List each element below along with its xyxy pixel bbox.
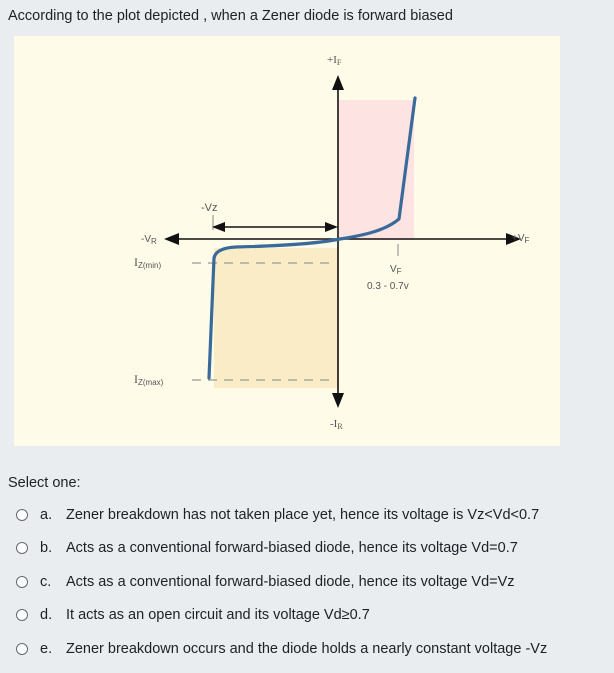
option-e[interactable] [16,632,547,666]
option-text: Zener breakdown occurs and the diode holds a nearly constant voltage -Vz [66,640,548,657]
option-letter: b. [40,540,53,557]
reverse-region [214,248,338,388]
y-axis-arrow-down [332,393,344,408]
plus-if-label: +IF [327,54,342,67]
select-one-prompt: Select one: [8,475,81,491]
plus-vf-label: $+V_F$ [512,233,530,245]
minus-vr-label: $-V_R$ [141,234,157,246]
zener-iv-figure [14,36,560,446]
radio-e[interactable] [16,643,28,655]
answer-options [16,498,547,666]
option-letter: c. [40,573,52,590]
option-text: Acts as a conventional forward-biased diode, hence its voltage Vd=0.7 [66,540,518,557]
forward-region [339,100,414,240]
option-text: Zener breakdown has not taken place yet, hence its voltage is Vz<Vd<0.7 [66,506,540,523]
radio-d[interactable] [16,609,28,621]
x-axis-arrow-left [164,233,179,245]
radio-b[interactable] [16,542,28,554]
vz-arrow-left [212,222,225,232]
vf-label: $V_F$ [390,264,402,276]
radio-a[interactable] [16,509,28,521]
minus-ir-label: -IR [330,418,343,431]
option-letter: a. [40,506,53,523]
minus-vz-label: -Vz [201,202,218,214]
zener-iv-plot [14,36,560,446]
option-text: It acts as an open circuit and its voltage Vd≥0.7 [66,607,370,624]
iz-min-label: IZ(min) [134,255,162,270]
vf-range-label: 0.3 - 0.7v [367,281,409,292]
option-a[interactable] [16,498,547,532]
option-letter: d. [40,607,53,624]
option-d[interactable] [16,599,547,633]
option-c[interactable] [16,565,547,599]
radio-c[interactable] [16,576,28,588]
vz-arrow-right [325,222,338,232]
iz-max-label: IZ(max) [134,372,164,387]
option-b[interactable] [16,532,547,566]
option-letter: e. [40,640,53,657]
question-text: According to the plot depicted , when a Zener diode is forward biased [8,8,453,24]
option-text: Acts as a conventional forward-biased diode, hence its voltage Vd=Vz [66,573,515,590]
y-axis-arrow-up [332,75,344,90]
